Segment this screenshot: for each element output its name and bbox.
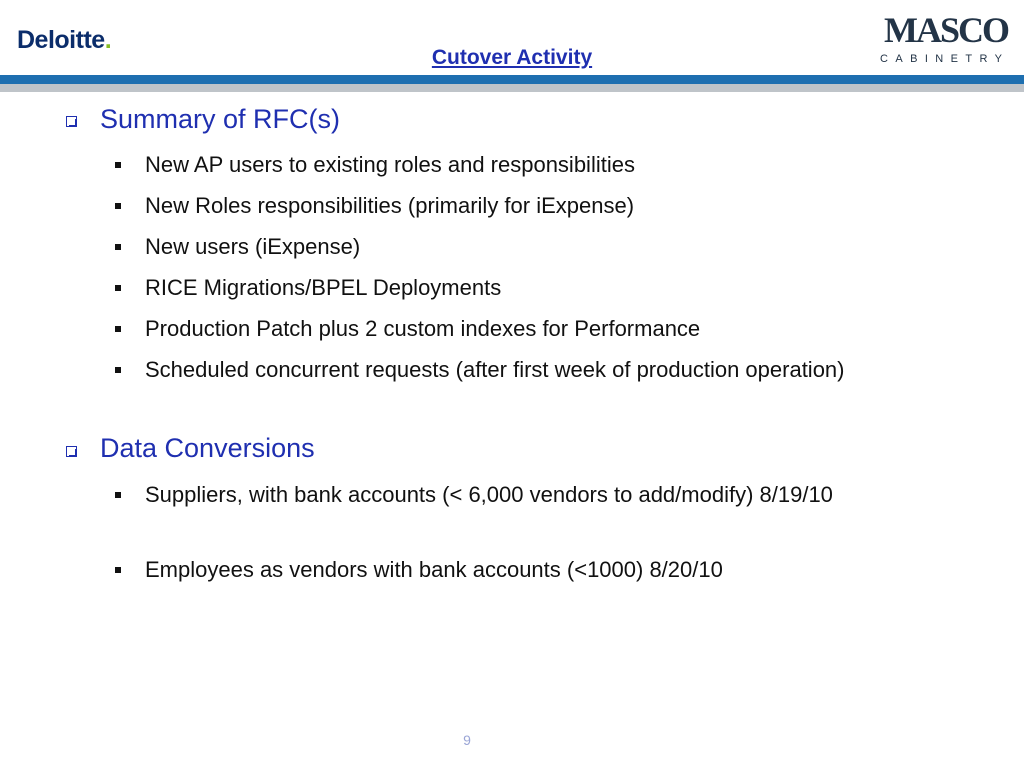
- list-item: New Roles responsibilities (primarily for iExpense): [145, 193, 635, 218]
- list-item: Employees as vendors with bank accounts (<1000) 8/20/10: [145, 557, 723, 582]
- page-number: 9: [463, 732, 471, 748]
- section-heading: Data Conversions: [100, 433, 315, 463]
- square-bullet-icon: [115, 162, 121, 168]
- slide-title: Cutover Activity: [431, 46, 593, 69]
- masco-wordmark: MASCO: [884, 10, 1008, 50]
- list-item: Suppliers, with bank accounts (< 6,000 vendors to add/modify) 8/19/10: [145, 482, 833, 507]
- section-heading: Summary of RFC(s): [100, 104, 341, 134]
- header-band-gray: [0, 84, 1024, 92]
- square-bullet-icon: [115, 203, 121, 209]
- checkbox-bullet-icon: [66, 446, 77, 457]
- list-item: Production Patch plus 2 custom indexes for Performance: [145, 316, 701, 341]
- square-bullet-icon: [115, 326, 121, 332]
- list-item: New users (iExpense): [145, 234, 361, 259]
- checkbox-bullet-icon: [66, 116, 77, 127]
- masco-subtitle: CABINETRY: [880, 53, 1010, 65]
- deloitte-wordmark: Deloitte: [17, 26, 105, 54]
- square-bullet-icon: [115, 567, 121, 573]
- square-bullet-icon: [115, 492, 121, 498]
- square-bullet-icon: [115, 367, 121, 373]
- list-item: Scheduled concurrent requests (after first week of production operation): [145, 357, 845, 382]
- list-item: New AP users to existing roles and responsibilities: [145, 152, 635, 177]
- deloitte-dot: .: [104, 26, 112, 54]
- masco-logo: [876, 12, 1010, 67]
- list-item: RICE Migrations/BPEL Deployments: [145, 275, 502, 300]
- square-bullet-icon: [115, 285, 121, 291]
- header-band-blue: [0, 75, 1024, 84]
- square-bullet-icon: [115, 244, 121, 250]
